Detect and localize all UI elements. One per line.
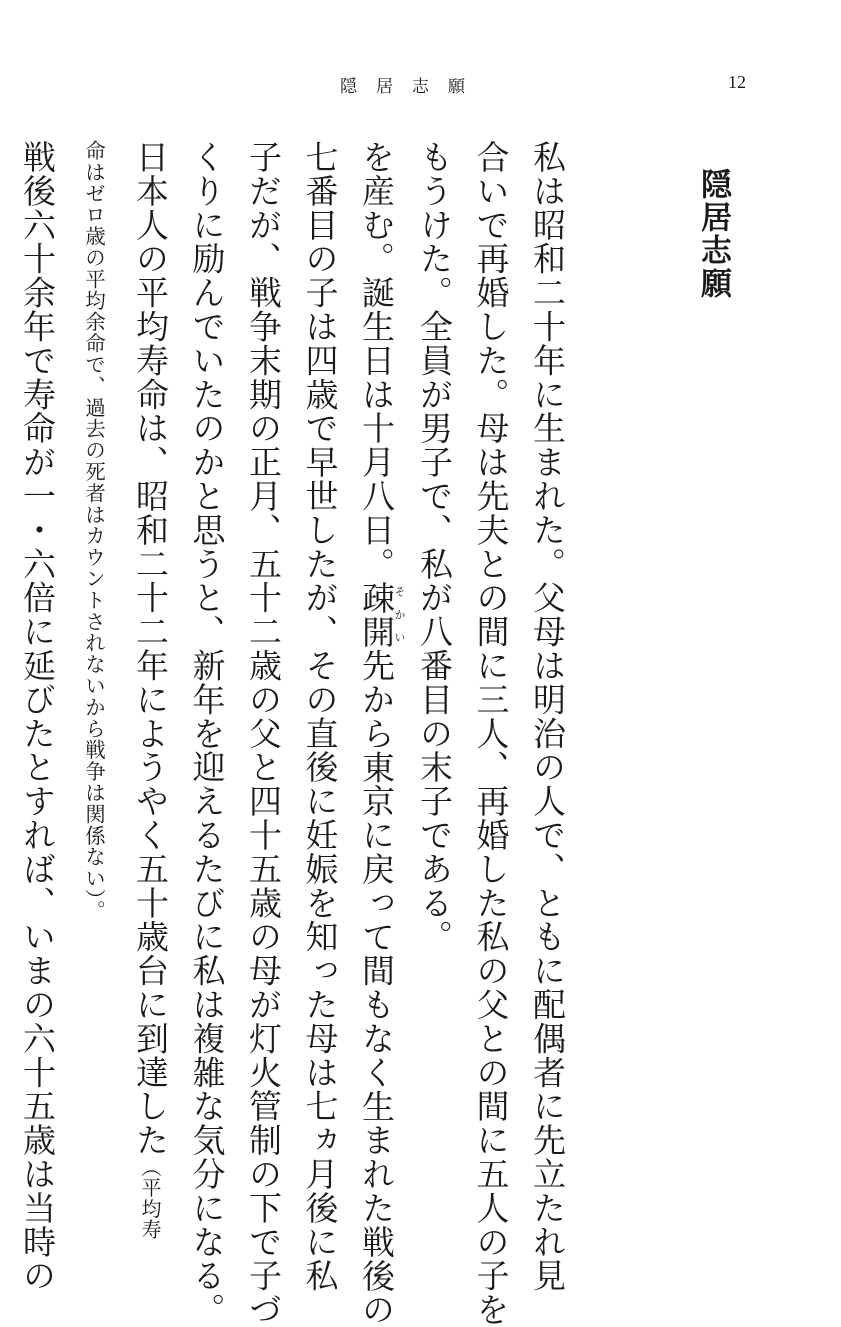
text-line-11: [0, 140, 9, 1140]
chapter-title: 隠居志願: [695, 168, 731, 300]
text-line-4: [348, 140, 406, 1327]
text-line-9-note: 命はゼロ歳の平均余命で、過去の死者はカウントされないから戦争は関係ない）。: [81, 140, 106, 922]
text-line-8-note: （平均寿: [138, 1157, 162, 1240]
text-line-10: 戦後六十余年で寿命が一・六倍に延びたとすれば、いまの六十五歳は当時の: [18, 140, 57, 1293]
body-text: [0, 140, 575, 1327]
ruby-reading: そかい: [393, 580, 406, 649]
text-line-1: 私は昭和二十年に生まれた。父母は明治の人で、ともに配偶者に先立たれ見: [528, 140, 567, 1293]
text-line-5: [291, 140, 348, 1293]
text-line-7: くりに励んでいたのかと思うと、新年を迎えるたびに私は複雑な気分になる。: [187, 140, 227, 1327]
text-line-6: 子だが、戦争末期の正月、五十二歳の父と四十五歳の母が灯火管制の下で子づ: [244, 140, 283, 1327]
text-line-8: [122, 140, 179, 1240]
text-line-2: 合いで再婚した。母は先夫との間に三人、再婚した私の父との間に五人の子を: [471, 140, 511, 1327]
text-line-5-part-b: その直後に妊娠を知った母は七ヵ月後に私: [300, 648, 340, 1293]
text-line-3: もうけた。全員が男子で、私が八番目の末子である。: [415, 140, 454, 954]
ruby-sokai: [357, 580, 406, 649]
text-line-5-part-a: 七番目の子は四歳で早世したが、: [300, 140, 340, 649]
page-number: 12: [728, 72, 746, 92]
text-line-4-part-a: を産む。誕生日は十月八日。: [357, 140, 396, 581]
text-line-4-part-b: 先から東京に戻って間もなく生まれた戦後の: [357, 648, 396, 1327]
text-line-8-main: 日本人の平均寿命は、昭和二十二年にようやく五十歳台に到達した: [131, 140, 170, 1157]
ruby-base: 疎開: [357, 580, 396, 649]
running-head-title: 隠居志願: [340, 77, 484, 97]
